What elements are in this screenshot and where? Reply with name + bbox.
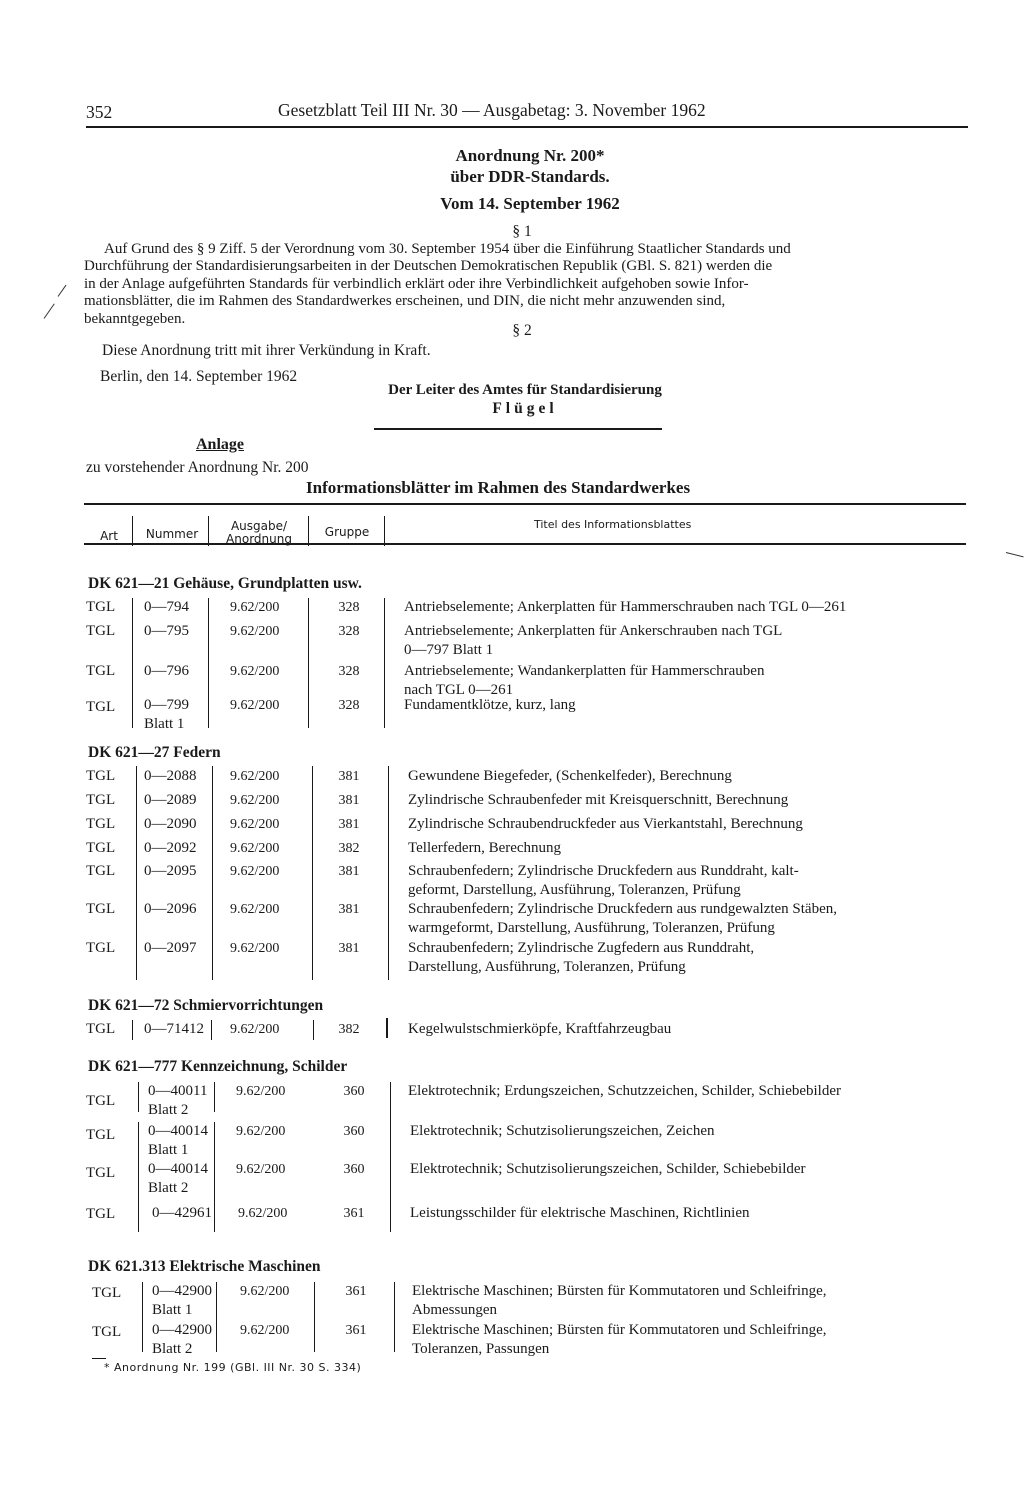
section-1-line: Durchführung der Standardisierungsarbeiten in der Deutschen Demokratischen Republik (GBl. S. 821) werden die <box>84 258 773 275</box>
cell-titel: Zylindrische Schraubendruckfeder aus Vierkantstahl, Berechnung <box>408 816 803 832</box>
ordinance-title-line2: über DDR-Standards. <box>450 167 610 186</box>
cell-nummer: 0—2096 <box>144 901 197 917</box>
group-heading: DK 621—27 Federn <box>88 744 221 761</box>
group-heading: DK 621—777 Kennzeichnung, Schilder <box>88 1058 348 1075</box>
cell-nummer: 0—2095 <box>144 863 197 879</box>
cell-art: TGL <box>86 1127 116 1143</box>
cell-gruppe: 361 <box>345 1323 367 1338</box>
cell-gruppe: 328 <box>338 624 360 639</box>
column-divider <box>394 1282 395 1352</box>
cell-titel <box>412 1321 972 1359</box>
annex-title: Anlage <box>196 436 244 453</box>
running-title: Gesetzblatt Teil III Nr. 30 — Ausgabetag: 3. November 1962 <box>278 100 706 120</box>
cell-ausgabe: 9.62/200 <box>240 1284 290 1299</box>
cell-nummer: 0—2090 <box>144 816 197 832</box>
cell-gruppe: 328 <box>338 600 360 615</box>
cell-ausgabe: 9.62/200 <box>230 664 280 679</box>
cell-gruppe: 361 <box>343 1206 365 1221</box>
cell-art: TGL <box>86 940 116 956</box>
cell-nummer: 0—2089 <box>144 792 197 808</box>
column-divider <box>142 1282 143 1352</box>
column-divider <box>136 766 137 980</box>
cell-art: TGL <box>86 699 116 715</box>
cell-titel-line: warmgeformt, Darstellung, Ausführung, Toleranzen, Prüfung <box>408 920 775 936</box>
column-divider <box>212 766 213 980</box>
cell-ausgabe: 9.62/200 <box>238 1206 288 1221</box>
cell-art: TGL <box>86 599 116 615</box>
cell-ausgabe: 9.62/200 <box>236 1124 286 1139</box>
header-divider <box>132 516 133 546</box>
column-divider <box>211 1020 212 1040</box>
cell-gruppe: 360 <box>343 1162 365 1177</box>
column-divider <box>312 766 313 980</box>
cell-titel-line: Darstellung, Ausführung, Toleranzen, Prüfung <box>408 959 686 975</box>
cell-titel-line: 0—797 Blatt 1 <box>404 642 494 658</box>
place-and-date: Berlin, den 14. September 1962 <box>100 368 298 385</box>
cell-titel: Tellerfedern, Berechnung <box>408 840 562 856</box>
column-header-art: Art <box>100 529 118 543</box>
signatory-name: Flügel <box>492 400 558 417</box>
cell-art: TGL <box>86 1206 116 1222</box>
signatory-office: Der Leiter des Amtes für Standardisierung <box>388 382 662 398</box>
cell-art: TGL <box>86 1093 116 1109</box>
table-top-rule <box>84 503 966 505</box>
cell-nummer: 0—2088 <box>144 768 197 784</box>
cell-titel: Elektrotechnik; Schutzisolierungszeichen, Schilder, Schiebebilder <box>410 1161 806 1177</box>
margin-pen-mark <box>44 303 55 318</box>
column-divider <box>214 1082 215 1112</box>
cell-titel-line: Antriebselemente; Wandankerplatten für Hammerschrauben <box>404 663 765 679</box>
section-1-line: in der Anlage aufgeführten Standards für verbindlich erklärt oder ihre Verbindlichkeit aufgehoben sowie Infor- <box>84 275 749 292</box>
cell-titel: Antriebselemente; Ankerplatten für Hammerschrauben nach TGL 0—261 <box>404 599 847 615</box>
cell-ausgabe: 9.62/200 <box>230 1022 280 1037</box>
cell-titel-line: Antriebselemente; Ankerplatten für Ankerschrauben nach TGL <box>404 623 783 639</box>
cell-gruppe: 382 <box>338 1022 360 1037</box>
cell-gruppe: 381 <box>338 769 360 784</box>
cell-art: TGL <box>86 792 116 808</box>
cell-art: TGL <box>86 863 116 879</box>
column-divider <box>208 598 209 728</box>
column-divider <box>138 1122 139 1232</box>
section-1-line: Auf Grund des § 9 Ziff. 5 der Verordnung vom 30. September 1954 über die Einführung Staatlicher Standards und <box>104 241 791 257</box>
cell-ausgabe: 9.62/200 <box>240 1323 290 1338</box>
column-divider <box>132 598 133 728</box>
cell-ausgabe: 9.62/200 <box>230 941 280 956</box>
cell-art: TGL <box>86 1165 116 1181</box>
cell-nummer-line: Blatt 2 <box>152 1341 193 1357</box>
cell-ausgabe: 9.62/200 <box>230 793 280 808</box>
section-2-heading: § 2 <box>512 322 532 339</box>
cell-titel-line: nach TGL 0—261 <box>404 682 514 698</box>
cell-nummer <box>148 1160 212 1198</box>
cell-nummer-line: 0—799 <box>144 697 189 713</box>
table-title: Informationsblätter im Rahmen des Standardwerkes <box>306 478 691 497</box>
cell-nummer-line: Blatt 1 <box>144 716 185 732</box>
cell-nummer <box>148 1082 212 1120</box>
cell-nummer-line: Blatt 2 <box>148 1180 189 1196</box>
group-heading: DK 621.313 Elektrische Maschinen <box>88 1258 321 1275</box>
cell-art: TGL <box>86 840 116 856</box>
cell-nummer <box>152 1282 216 1320</box>
table-header-rule <box>84 543 966 545</box>
cell-gruppe: 361 <box>345 1284 367 1299</box>
cell-nummer-line: 0—40014 <box>148 1123 208 1139</box>
cell-ausgabe: 9.62/200 <box>230 600 280 615</box>
ordinance-title-line1: Anordnung Nr. 200* <box>455 146 605 165</box>
cell-ausgabe: 9.62/200 <box>236 1162 286 1177</box>
cell-gruppe: 382 <box>338 841 360 856</box>
cell-gruppe: 381 <box>338 793 360 808</box>
cell-gruppe: 328 <box>338 664 360 679</box>
cell-ausgabe: 9.62/200 <box>230 624 280 639</box>
cell-titel: Kegelwulstschmierköpfe, Kraftfahrzeugbau <box>408 1021 672 1037</box>
cell-art: TGL <box>86 768 116 784</box>
cell-gruppe: 381 <box>338 941 360 956</box>
cell-art: TGL <box>86 1021 116 1037</box>
cell-titel-line: Schraubenfedern; Zylindrische Druckfedern aus Runddraht, kalt- <box>408 863 799 879</box>
cell-ausgabe: 9.62/200 <box>230 902 280 917</box>
margin-pen-mark <box>1006 552 1024 557</box>
cell-art: TGL <box>86 623 116 639</box>
cell-nummer-line: 0—42900 <box>152 1322 212 1338</box>
cell-nummer: 0—795 <box>144 623 189 639</box>
column-divider <box>313 1020 314 1040</box>
cell-art: TGL <box>86 663 116 679</box>
cell-art: TGL <box>92 1285 122 1301</box>
cell-nummer-line: 0—42900 <box>152 1283 212 1299</box>
cell-nummer: 0—2092 <box>144 840 197 856</box>
cell-nummer: 0—796 <box>144 663 189 679</box>
cell-ausgabe: 9.62/200 <box>230 817 280 832</box>
footnote-dash <box>92 1358 106 1359</box>
cell-ausgabe: 9.62/200 <box>230 841 280 856</box>
section-1-line: bekanntgegeben. <box>84 310 186 327</box>
cell-titel-line: Toleranzen, Passungen <box>412 1341 550 1357</box>
group-heading: DK 621—72 Schmiervorrichtungen <box>88 997 324 1014</box>
header-rule <box>86 126 968 128</box>
cell-nummer-line: 0—40011 <box>148 1083 208 1099</box>
cell-nummer-line: Blatt 2 <box>148 1102 189 1118</box>
section-1-heading: § 1 <box>512 223 532 240</box>
section-1-text <box>84 241 969 328</box>
header-divider <box>208 516 209 546</box>
cell-titel-line: Elektrische Maschinen; Bürsten für Kommutatoren und Schleifringe, <box>412 1283 827 1299</box>
cell-ausgabe: 9.62/200 <box>236 1084 286 1099</box>
cell-gruppe: 360 <box>343 1124 365 1139</box>
section-1-line: mationsblätter, die im Rahmen des Standardwerkes erscheinen, und DIN, die nicht mehr anzuwenden sind, <box>84 293 726 310</box>
cell-titel-line: Schraubenfedern; Zylindrische Druckfedern aus rundgewalzten Stäben, <box>408 901 838 917</box>
column-header-nummer: Nummer <box>145 527 199 541</box>
cell-art: TGL <box>92 1324 122 1340</box>
signature-rule <box>374 428 662 430</box>
cell-titel: Leistungsschilder für elektrische Maschinen, Richtlinien <box>410 1205 750 1221</box>
footnote: * Anordnung Nr. 199 (GBl. III Nr. 30 S. 334) <box>104 1361 362 1374</box>
column-header-gruppe: Gruppe <box>324 525 370 539</box>
cell-gruppe: 360 <box>343 1084 365 1099</box>
margin-pen-mark <box>58 285 67 297</box>
cell-nummer <box>152 1321 216 1359</box>
column-divider <box>388 766 389 980</box>
column-header-anordnung: Anordnung <box>226 532 292 546</box>
cell-nummer: 0—42961 <box>152 1205 212 1221</box>
column-header-ausgabe: Ausgabe/ <box>230 519 288 533</box>
column-header-titel: Titel des Informationsblattes <box>534 518 692 531</box>
column-divider <box>390 1082 391 1232</box>
cell-ausgabe: 9.62/200 <box>230 769 280 784</box>
cell-titel-line: geformt, Darstellung, Ausführung, Toleranzen, Prüfung <box>408 882 741 898</box>
cell-ausgabe: 9.62/200 <box>230 698 280 713</box>
cell-nummer: 0—71412 <box>144 1021 204 1037</box>
header-divider <box>308 516 309 546</box>
cell-titel <box>408 939 968 977</box>
cell-gruppe: 328 <box>338 698 360 713</box>
section-2-text: Diese Anordnung tritt mit ihrer Verkündung in Kraft. <box>102 342 431 359</box>
annex-subtitle: zu vorstehender Anordnung Nr. 200 <box>86 459 309 476</box>
cell-titel <box>404 622 964 660</box>
cell-nummer: 0—794 <box>144 599 189 615</box>
cell-titel-line: Schraubenfedern; Zylindrische Zugfedern aus Runddraht, <box>408 940 755 956</box>
cell-titel: Fundamentklötze, kurz, lang <box>404 697 576 713</box>
cell-nummer: 0—2097 <box>144 940 197 956</box>
column-divider <box>386 1018 388 1038</box>
cell-titel <box>408 900 968 938</box>
column-divider <box>216 1282 217 1352</box>
cell-gruppe: 381 <box>338 817 360 832</box>
cell-gruppe: 381 <box>338 864 360 879</box>
cell-titel <box>404 662 964 700</box>
cell-titel-line: Elektrische Maschinen; Bürsten für Kommutatoren und Schleifringe, <box>412 1322 827 1338</box>
ordinance-date: Vom 14. September 1962 <box>440 194 620 213</box>
page-number: 352 <box>86 102 113 122</box>
cell-titel <box>412 1282 972 1320</box>
group-heading: DK 621—21 Gehäuse, Grundplatten usw. <box>88 575 362 592</box>
cell-titel: Elektrotechnik; Schutzisolierungszeichen, Zeichen <box>410 1123 715 1139</box>
header-divider <box>384 516 385 546</box>
cell-nummer-line: 0—40014 <box>148 1161 208 1177</box>
cell-titel-line: Abmessungen <box>412 1302 497 1318</box>
cell-nummer-line: Blatt 1 <box>152 1302 193 1318</box>
cell-art: TGL <box>86 901 116 917</box>
cell-nummer <box>148 1122 212 1160</box>
cell-ausgabe: 9.62/200 <box>230 864 280 879</box>
cell-nummer <box>144 696 208 734</box>
column-divider <box>138 1082 139 1112</box>
cell-titel: Zylindrische Schraubenfeder mit Kreisquerschnitt, Berechnung <box>408 792 789 808</box>
running-header <box>86 100 966 124</box>
cell-titel: Gewundene Biegefeder, (Schenkelfeder), Berechnung <box>408 768 732 784</box>
column-divider <box>132 1020 133 1040</box>
cell-nummer-line: Blatt 1 <box>148 1142 189 1158</box>
column-divider <box>384 598 385 728</box>
cell-gruppe: 381 <box>338 902 360 917</box>
cell-art: TGL <box>86 816 116 832</box>
cell-titel <box>408 862 968 900</box>
cell-titel: Elektrotechnik; Erdungszeichen, Schutzzeichen, Schilder, Schiebebilder <box>408 1083 841 1099</box>
